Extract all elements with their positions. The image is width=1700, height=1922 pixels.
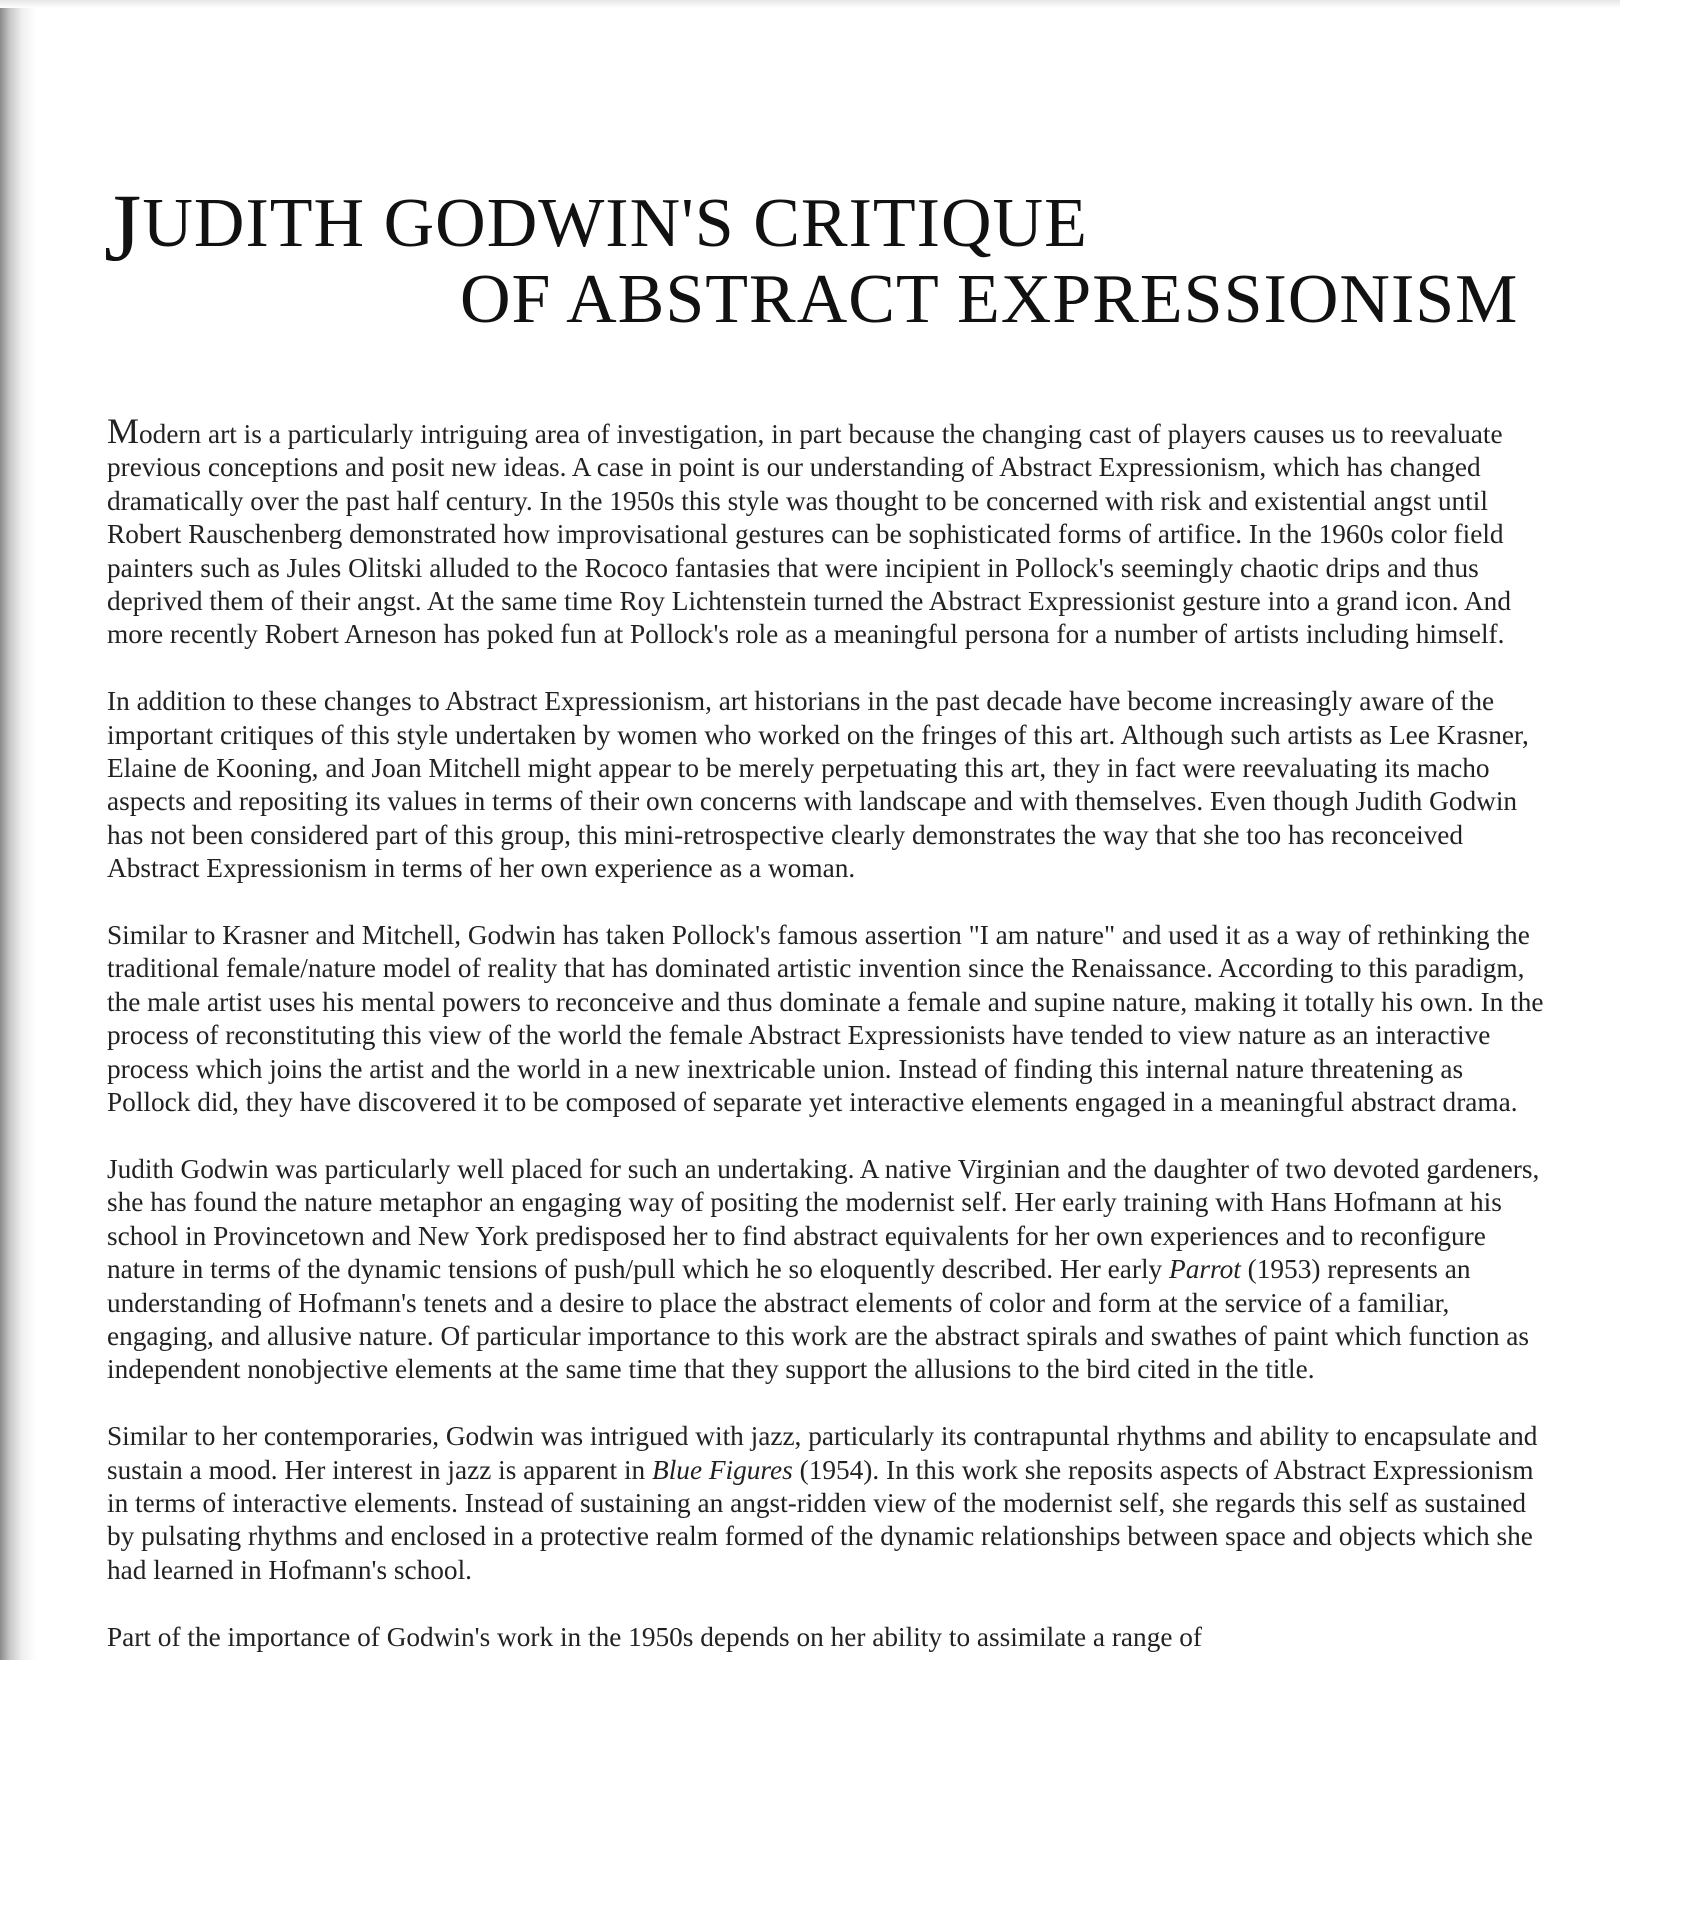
work-title-blue-figures: Blue Figures <box>652 1454 793 1485</box>
book-gutter-fade <box>22 0 36 1660</box>
paragraph-5-text-after: (1954). In this work she reposits aspects of Abstract Expressionism in terms of interactive elements. Instead of sustaining an angst-ridden view of the modernist self, she regards this self as sustained by pulsating rhythms and enclosed in a protective realm formed of the dynamic relationships between space and objects which she had learned in Hofmann's school. <box>107 1454 1534 1585</box>
page-top-shadow <box>0 0 1620 8</box>
paragraph-4-text-before: Judith Godwin was particularly well placed for such an undertaking. A native Virginian and the daughter of two devoted gardeners, she has found the nature metaphor an engaging way of positing the modernist self. Her early training with Hans Hofmann at his school in Provincetown and New York predisposed her to find abstract equivalents for her own experiences and to reconfigure nature in terms of the dynamic tensions of push/pull which he so eloquently described. Her early <box>107 1153 1540 1285</box>
title-line-2: OF ABSTRACT EXPRESSIONISM <box>460 261 1519 338</box>
paragraph-1-dropcap: M <box>107 411 140 451</box>
book-gutter-shadow <box>0 0 22 1660</box>
paragraph-5 <box>107 1420 1547 1587</box>
paragraph-6: Part of the importance of Godwin's work in the 1950s depends on her ability to assimilate a range of <box>107 1621 1203 1652</box>
paragraph-3: Similar to Krasner and Mitchell, Godwin has taken Pollock's famous assertion "I am nature" and used it as a way of rethinking the traditional female/nature model of reality that has dominated artistic invention since the Renaissance. According to this paradigm, the male artist uses his mental powers to reconceive and thus dominate a female and supine nature, making it totally his own. In the process of reconstituting this view of the world the female Abstract Expressionists have tended to view nature as an interactive process which joins the artist and the world in a new inextricable union. Instead of finding this internal nature threatening as Pollock did, they have discovered it to be composed of separate yet interactive elements engaged in a meaningful abstract drama. <box>107 920 1544 1118</box>
work-title-parrot: Parrot <box>1169 1254 1241 1285</box>
title-line-1-rest: UDITH GODWIN'S CRITIQUE <box>142 185 1088 262</box>
article-body <box>107 411 1547 1687</box>
paragraph-5-text-before: Similar to her contemporaries, Godwin was intrigued with jazz, particularly its contrapuntal rhythms and ability to encapsulate and sustain a mood. Her interest in jazz is apparent in <box>107 1421 1538 1485</box>
paragraph-1 <box>107 411 1547 652</box>
paragraph-4-text-after: (1953) represents an understanding of Hofmann's tenets and a desire to place the abstract elements of color and form at the service of a familiar, engaging, and allusive nature. Of particular importance to this work are the abstract spirals and swathes of paint which function as independent nonobjective elements at the same time that they support the allusions to the bird cited in the title. <box>107 1254 1530 1385</box>
paragraph-2: In addition to these changes to Abstract Expressionism, art historians in the past decade have become increasingly aware of the important critiques of this style undertaken by women who worked on the fringes of this art. Although such artists as Lee Krasner, Elaine de Kooning, and Joan Mitchell might appear to be merely perpetuating this art, they in fact were reevaluating its macho aspects and repositing its values in terms of their own concerns with landscape and with themselves. Even though Judith Godwin has not been considered part of this group, this mini-retrospective clearly demonstrates the way that she too has reconceived Abstract Expressionism in terms of her own experience as a woman. <box>107 686 1529 884</box>
paragraph-1-text: odern art is a particularly intriguing area of investigation, in part because the changing cast of players causes us to reevaluate previous conceptions and posit new ideas. A case in point is our understanding of Abstract Expressionism, which has changed dramatically over the past half century. In the 1950s this style was thought to be concerned with risk and existential angst until Robert Rauschenberg demonstrated how improvisational gestures can be sophisticated forms of artifice. In the 1960s color field painters such as Jules Olitski alluded to the Rococo fantasies that were incipient in Pollock's seemingly chaotic drips and thus deprived them of their angst. At the same time Roy Lichtenstein turned the Abstract Expressionist gesture into a grand icon. And more recently Robert Arneson has poked fun at Pollock's role as a meaningful persona for a number of artists including himself. <box>107 419 1511 650</box>
title-line-1 <box>104 174 1564 281</box>
article-title <box>104 174 1564 338</box>
paragraph-4 <box>107 1153 1547 1387</box>
title-initial: J <box>104 174 143 281</box>
